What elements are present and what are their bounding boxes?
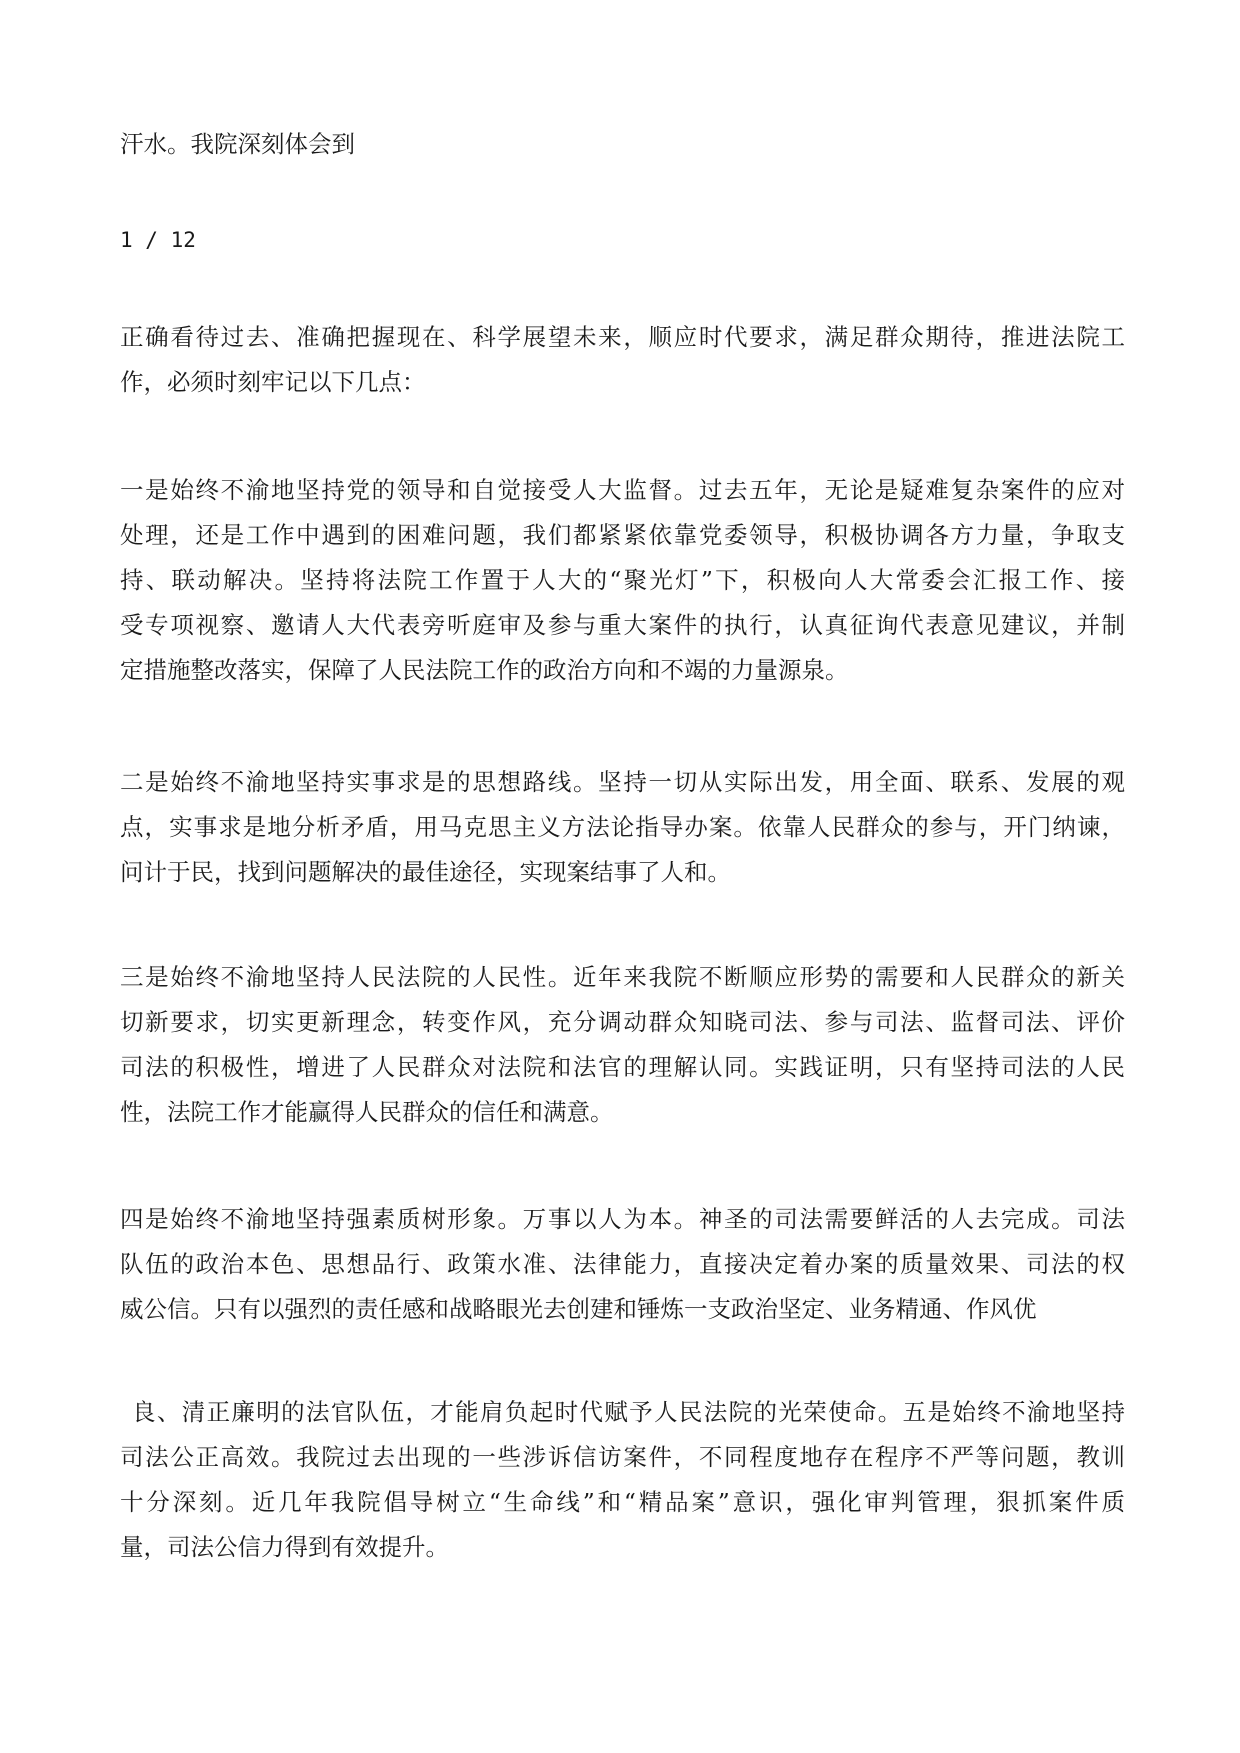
- text-line: 三是始终不渝地坚持人民法院的人民性。近年来我院不断顺应形势的需要和人民群众的新关: [120, 963, 1125, 991]
- text-line: 司法公正高效。我院过去出现的一些涉诉信访案件，不同程度地存在程序不严等问题，教训: [120, 1443, 1125, 1471]
- paragraph-point-one: [120, 468, 1125, 693]
- text-line: 受专项视察、邀请人大代表旁听庭审及参与重大案件的执行，认真征询代表意见建议，并制: [120, 611, 1125, 639]
- text-line: 司法的积极性，增进了人民群众对法院和法官的理解认同。实践证明，只有坚持司法的人民: [120, 1053, 1125, 1081]
- text-line: 持、联动解决。坚持将法院工作置于人大的“聚光灯”下，积极向人大常委会汇报工作、接: [120, 566, 1125, 594]
- text-line: 性，法院工作才能赢得人民群众的信任和满意。: [120, 1098, 614, 1126]
- text-line: 量，司法公信力得到有效提升。: [120, 1533, 449, 1561]
- text-line: 四是始终不渝地坚持强素质树形象。万事以人为本。神圣的司法需要鲜活的人去完成。司法: [120, 1205, 1125, 1233]
- text-line: 点，实事求是地分析矛盾，用马克思主义方法论指导办案。依靠人民群众的参与，开门纳谏，: [120, 813, 1125, 841]
- text-line: 正确看待过去、准确把握现在、科学展望未来，顺应时代要求，满足群众期待，推进法院工: [120, 323, 1125, 351]
- paragraph-intro: [120, 315, 1125, 405]
- paragraph-point-five: [120, 1390, 1125, 1570]
- text-line: 定措施整改落实，保障了人民法院工作的政治方向和不竭的力量源泉。: [120, 656, 849, 684]
- text-line: 切新要求，切实更新理念，转变作风，充分调动群众知晓司法、参与司法、监督司法、评价: [120, 1008, 1125, 1036]
- paragraph-point-three: [120, 955, 1125, 1135]
- text-line: 良、清正廉明的法官队伍，才能肩负起时代赋予人民法院的光荣使命。五是始终不渝地坚持: [132, 1398, 1125, 1426]
- text-line: 二是始终不渝地坚持实事求是的思想路线。坚持一切从实际出发，用全面、联系、发展的观: [120, 768, 1125, 796]
- page-number: 1 / 12: [120, 228, 196, 252]
- text-line: 十分深刻。近几年我院倡导树立“生命线”和“精品案”意识，强化审判管理，狠抓案件质: [120, 1488, 1125, 1516]
- paragraph-point-four: [120, 1197, 1125, 1332]
- text-line: 队伍的政治本色、思想品行、政策水准、法律能力，直接决定着办案的质量效果、司法的权: [120, 1250, 1125, 1278]
- text-line: 一是始终不渝地坚持党的领导和自觉接受人大监督。过去五年，无论是疑难复杂案件的应对: [120, 476, 1125, 504]
- text-line: 汗水。我院深刻体会到: [120, 130, 355, 158]
- paragraph-fragment: [120, 122, 1125, 167]
- paragraph-point-two: [120, 760, 1125, 895]
- text-line: 作，必须时刻牢记以下几点：: [120, 368, 426, 396]
- text-line: 问计于民，找到问题解决的最佳途径，实现案结事了人和。: [120, 858, 731, 886]
- text-line: 威公信。只有以强烈的责任感和战略眼光去创建和锤炼一支政治坚定、业务精通、作风优: [120, 1295, 1037, 1323]
- text-line: 处理，还是工作中遇到的困难问题，我们都紧紧依靠党委领导，积极协调各方力量，争取支: [120, 521, 1125, 549]
